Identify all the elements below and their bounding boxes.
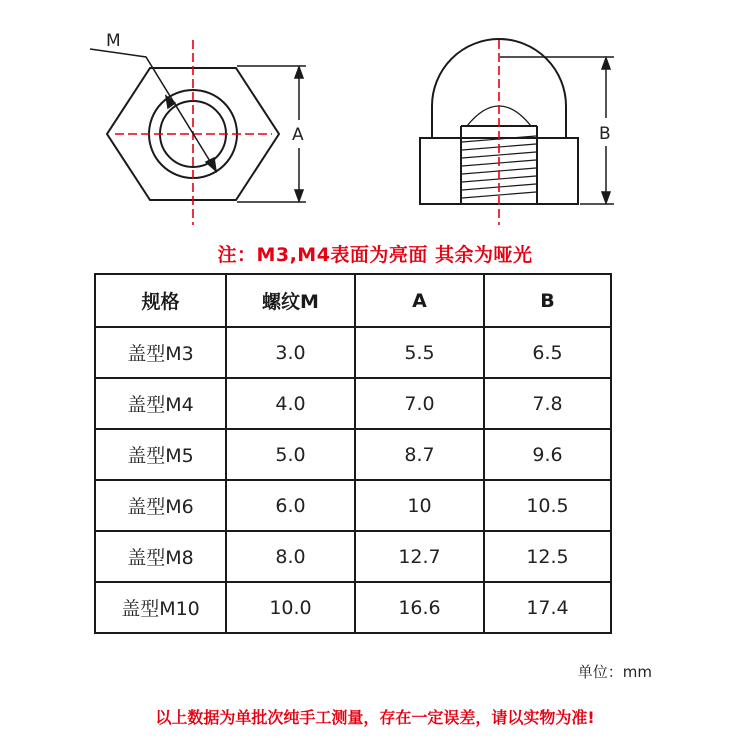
table-row bbox=[95, 378, 611, 429]
cell-a: 12.7 bbox=[355, 531, 484, 582]
cell-a: 8.7 bbox=[355, 429, 484, 480]
table-row bbox=[95, 480, 611, 531]
header-a: A bbox=[355, 274, 484, 327]
table-row bbox=[95, 429, 611, 480]
table-header-row bbox=[95, 274, 611, 327]
table-row bbox=[95, 531, 611, 582]
cell-spec: 盖型M8 bbox=[95, 531, 226, 582]
cell-thread: 8.0 bbox=[226, 531, 355, 582]
a-dimension-label: A bbox=[292, 125, 304, 145]
cell-a: 16.6 bbox=[355, 582, 484, 633]
finish-note: 注：M3,M4表面为亮面 其余为哑光 bbox=[217, 244, 533, 266]
cell-spec: 盖型M10 bbox=[95, 582, 226, 633]
m-dimension-label: M bbox=[106, 31, 121, 51]
cell-thread: 10.0 bbox=[226, 582, 355, 633]
top-view-centerlines bbox=[115, 40, 272, 225]
cell-spec: 盖型M6 bbox=[95, 480, 226, 531]
cell-spec: 盖型M4 bbox=[95, 378, 226, 429]
table-row bbox=[95, 582, 611, 633]
nut-technical-drawing bbox=[0, 0, 750, 235]
cell-a: 5.5 bbox=[355, 327, 484, 378]
table-row bbox=[95, 327, 611, 378]
cell-b: 6.5 bbox=[484, 327, 611, 378]
b-dimension-line bbox=[500, 57, 614, 204]
header-spec: 规格 bbox=[95, 274, 226, 327]
cell-b: 7.8 bbox=[484, 378, 611, 429]
cell-spec: 盖型M3 bbox=[95, 327, 226, 378]
cell-thread: 6.0 bbox=[226, 480, 355, 531]
spec-table bbox=[94, 273, 612, 634]
cell-b: 12.5 bbox=[484, 531, 611, 582]
cell-b: 17.4 bbox=[484, 582, 611, 633]
header-b: B bbox=[484, 274, 611, 327]
unit-label: 单位：mm bbox=[577, 663, 652, 681]
cell-b: 9.6 bbox=[484, 429, 611, 480]
cell-thread: 5.0 bbox=[226, 429, 355, 480]
cell-a: 7.0 bbox=[355, 378, 484, 429]
cell-b: 10.5 bbox=[484, 480, 611, 531]
cell-thread: 3.0 bbox=[226, 327, 355, 378]
measurement-disclaimer: 以上数据为单批次纯手工测量，存在一定误差，请以实物为准! bbox=[155, 708, 595, 727]
b-dimension-label: B bbox=[599, 124, 611, 144]
cell-spec: 盖型M5 bbox=[95, 429, 226, 480]
cell-thread: 4.0 bbox=[226, 378, 355, 429]
header-thread: 螺纹M bbox=[226, 274, 355, 327]
cell-a: 10 bbox=[355, 480, 484, 531]
